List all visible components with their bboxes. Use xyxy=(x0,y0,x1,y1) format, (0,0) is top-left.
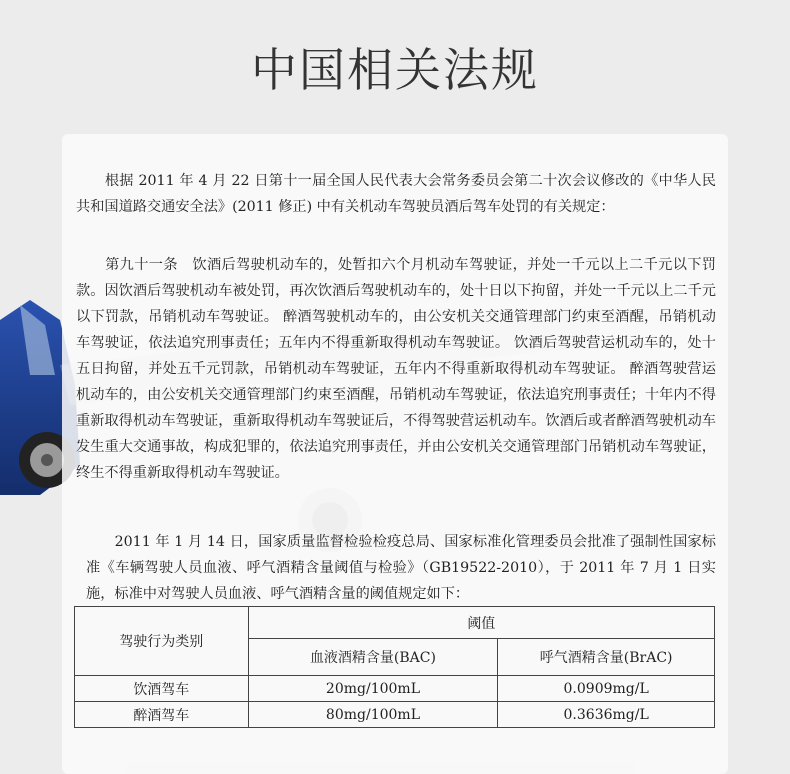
table-row xyxy=(75,676,715,702)
intro-paragraph: 根据 2011 年 4 月 22 日第十一届全国人民代表大会常务委员会第二十次会议修改的《中华人民共和国道路交通安全法》(2011 修正) 中有关机动车驾驶员酒后驾车处罚的有关规定： xyxy=(76,173,716,215)
alcohol-threshold-table xyxy=(74,606,715,728)
category-header: 驾驶行为类别 xyxy=(75,607,249,676)
standard-paragraph: 2011 年 1 月 14 日，国家质量监督检验检疫总局、国家标准化管理委员会批准了强制性国家标准《车辆驾驶人员血液、呼气酒精含量阈值与检验》（GB19522-2010），于 2011 年 7 月 1 日实施，标准中对驾驶人员血液、呼气酒精含量的阈值规定如下： xyxy=(86,534,716,602)
category-cell: 醉酒驾车 xyxy=(75,702,249,728)
threshold-header: 阈值 xyxy=(248,607,714,639)
bac-cell: 80mg/100mL xyxy=(248,702,498,728)
brac-cell: 0.0909mg/L xyxy=(498,676,715,702)
bac-header: 血液酒精含量(BAC) xyxy=(248,639,498,676)
article-91-paragraph: 第九十一条 饮酒后驾驶机动车的，处暂扣六个月机动车驾驶证，并处一千元以上二千元以下罚款。因饮酒后驾驶机动车被处罚，再次饮酒后驾驶机动车的，处十日以下拘留，并处一千元以上二千元以下罚款，吊销机动车驾驶证。 醉酒驾驶机动车的，由公安机关交通管理部门约束至酒醒，吊销机动车驾驶证，依法追究刑事责任；五年内不得重新取得机动车驾驶证。 饮酒后驾驶营运机动车的，处十五日拘留，并处五千元罚款，吊销机动车驾驶证，五年内不得重新取得机动车驾驶证。 醉酒驾驶营运机动车的，由公安机关交通管理部门约束至酒醒，吊销机动车驾驶证，依法追究刑事责任；十年内不得重新取得机动车驾驶证，重新取得机动车驾驶证后，不得驾驶营运机动车。饮酒后或者醉酒驾驶机动车发生重大交通事故，构成犯罪的，依法追究刑事责任，并由公安机关交通管理部门吊销机动车驾驶证，终生不得重新取得机动车驾驶证。 xyxy=(76,257,716,481)
table-row xyxy=(75,702,715,728)
bac-cell: 20mg/100mL xyxy=(248,676,498,702)
brac-header: 呼气酒精含量(BrAC) xyxy=(498,639,715,676)
category-cell: 饮酒驾车 xyxy=(75,676,249,702)
brac-cell: 0.3636mg/L xyxy=(498,702,715,728)
page-title: 中国相关法规 xyxy=(251,43,539,97)
